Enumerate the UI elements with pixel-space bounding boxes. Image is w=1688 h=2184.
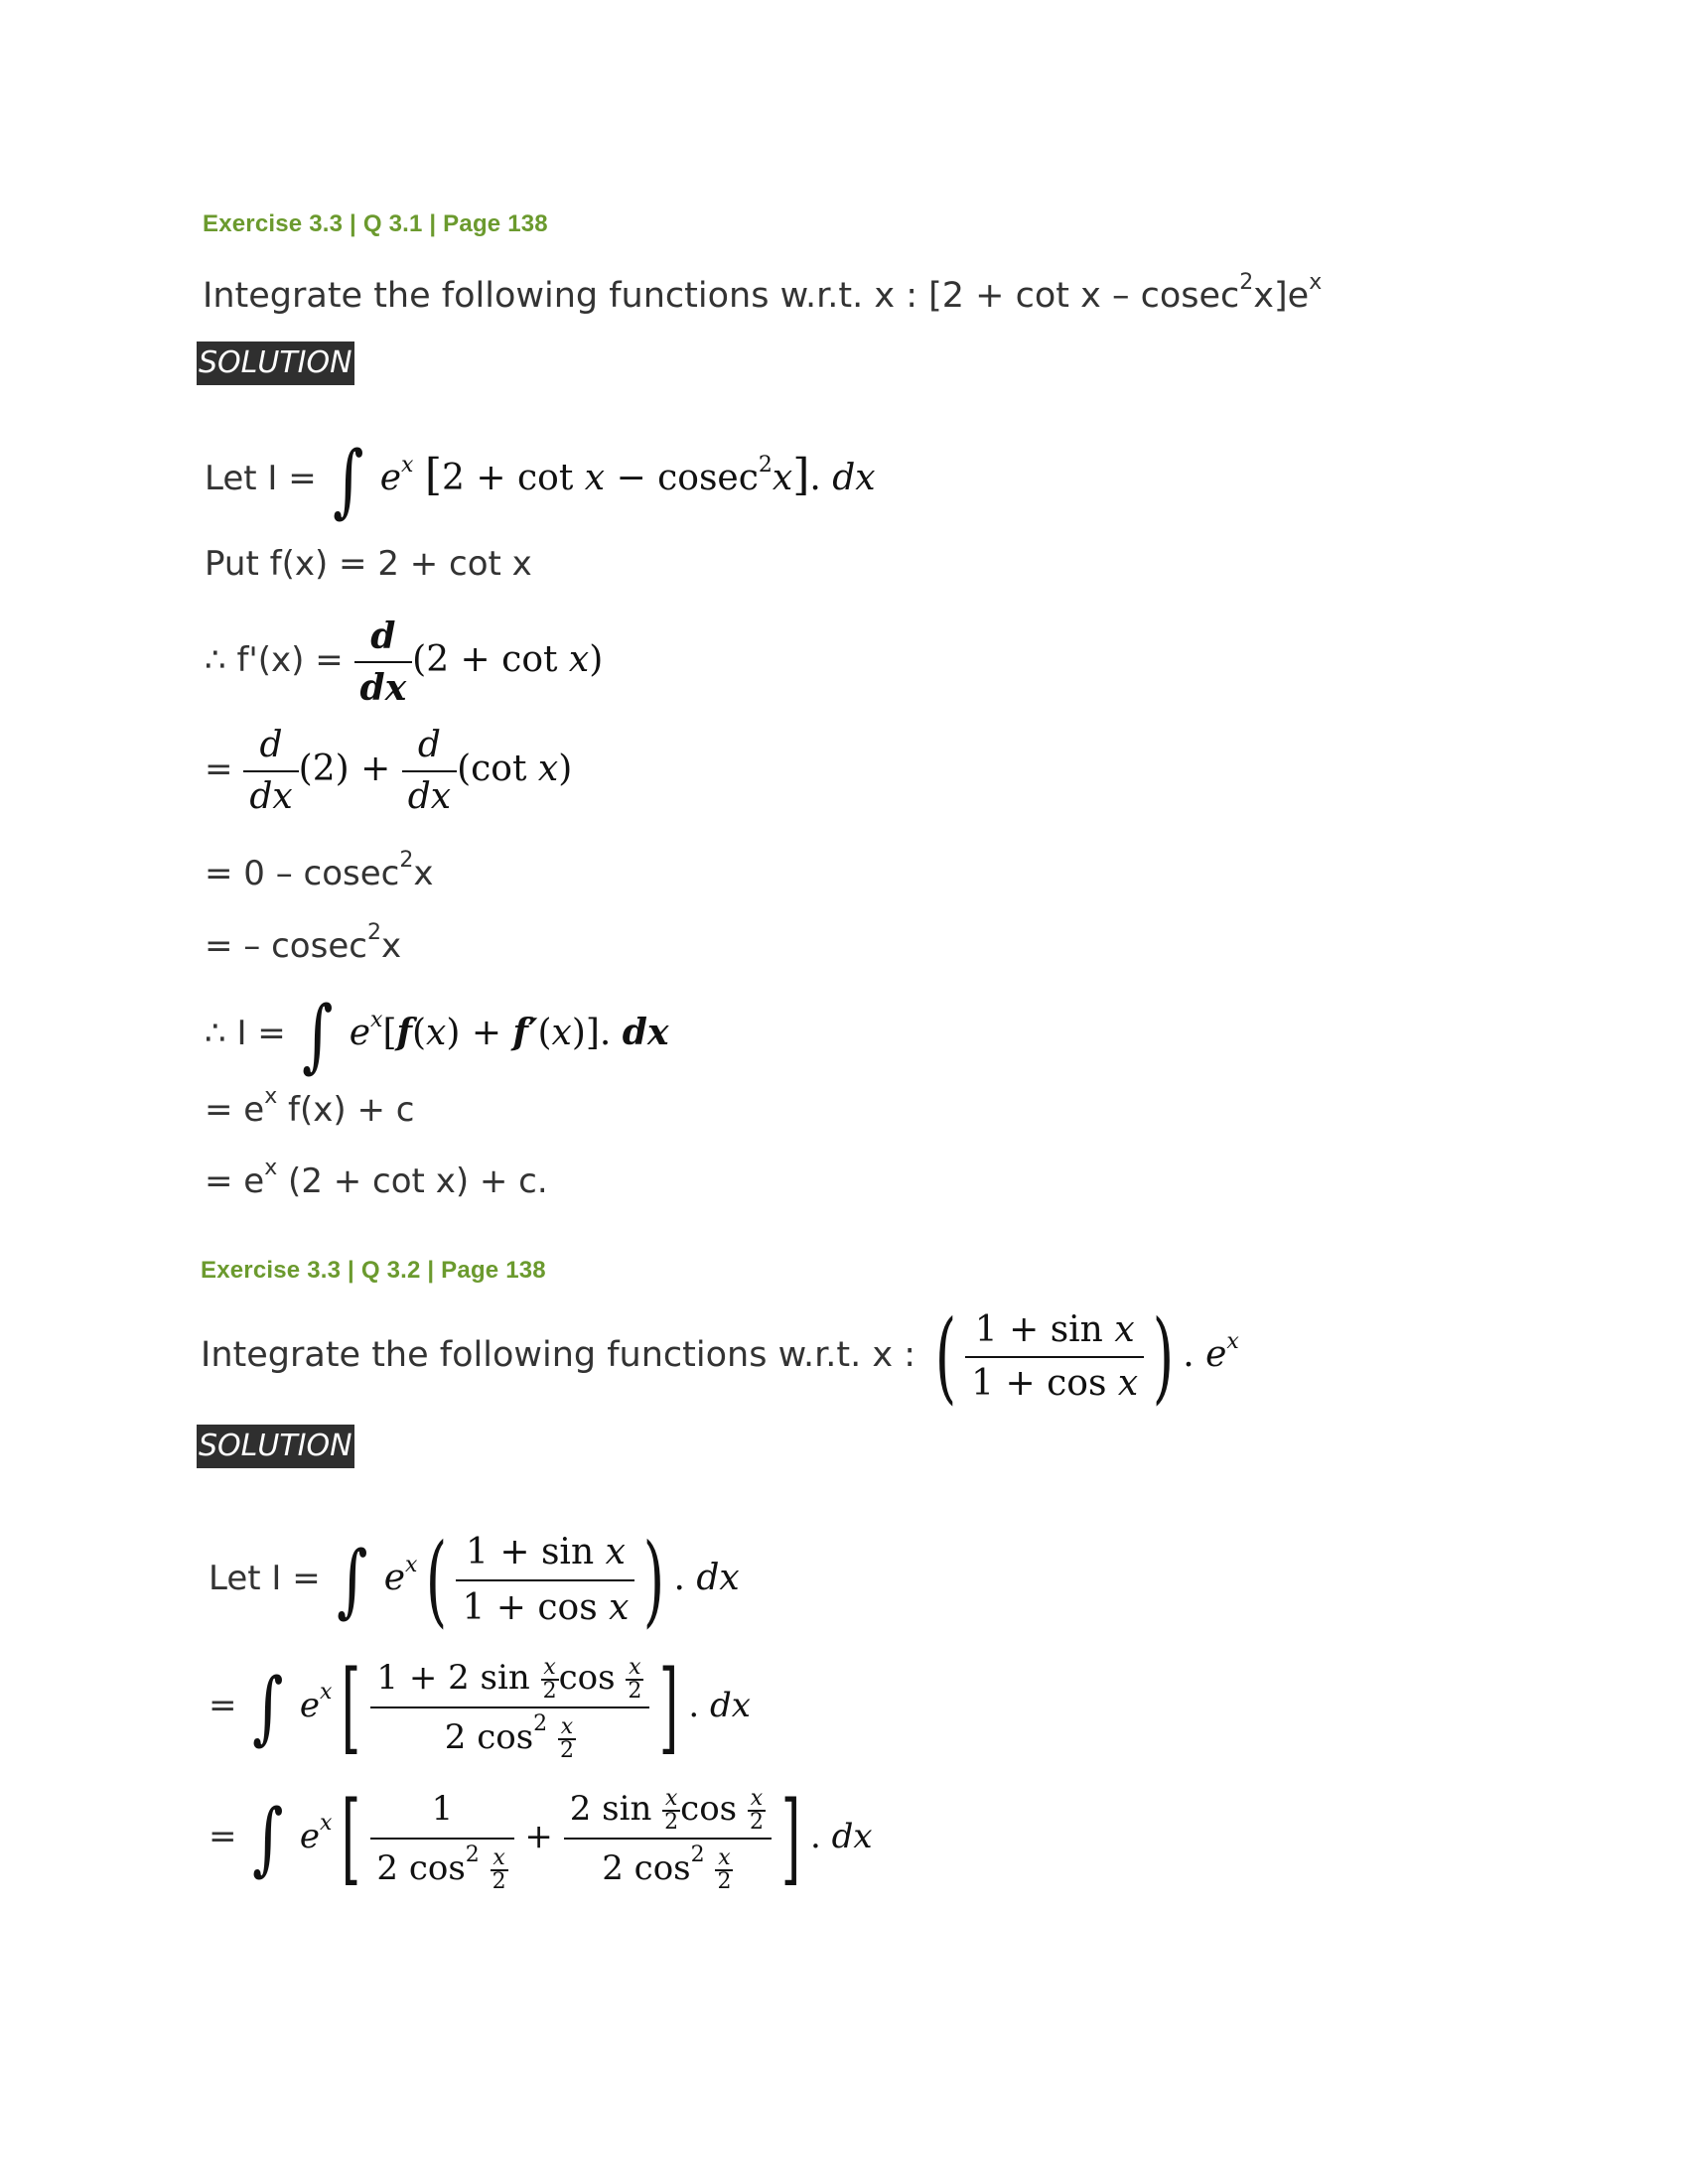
d-dx-fraction: $\frac{d}{dx}$	[354, 612, 413, 713]
let-label: Let I =	[205, 459, 317, 498]
integral-sign: ∫	[332, 434, 364, 526]
line-text: f(x) + c	[277, 1090, 415, 1130]
equation-step-2: = ∫ $e^x$[ 1 2 $\cos^2$ $\frac{x}{2}$ + 2 sin $\frac{x}{2}$ cos $\frac{x}{2}$ 2 $\cos^2$ $\frac{x}{2}$ ] . dx	[209, 1780, 873, 1896]
fraction: 1 2 $\cos^2$ $\frac{x}{2}$	[370, 1780, 513, 1897]
equation-let: Let I = ∫ $e^x$( $\frac{\text{1 + sin x}}{\text{1 + cos x}}$ ) . dx	[209, 1522, 740, 1638]
exercise-header: Exercise 3.3 | Q 3.2 | Page 138	[201, 1257, 546, 1284]
line-text: x	[380, 926, 402, 966]
question-superscript: 2	[1239, 270, 1254, 295]
therefore-integral-line: ∴ I = ∫ $e^x[f(x) + f'(x)]$. dx	[205, 989, 669, 1081]
equation-step-1: = ∫ $e^x$[ 1 + 2 sin $\frac{x}{2}$ cos $\frac{x}{2}$ 2 $\cos^2$ $\frac{x}{2}$ ] . dx	[209, 1649, 751, 1765]
result-line-1	[205, 1084, 415, 1130]
integral-sign: ∫	[252, 1661, 284, 1753]
equals-sign: =	[209, 1817, 237, 1856]
therefore-I-label: ∴ I =	[205, 1014, 286, 1053]
fraction: 1 + 2 sin $\frac{x}{2}$ cos $\frac{x}{2}$ 2 $\cos^2$ $\frac{x}{2}$	[370, 1649, 649, 1766]
line-text: = 0 – cosec	[205, 854, 400, 893]
derivative-line: ∴ f'(x) = $\frac{d}{dx}$ (2 + cot x)	[205, 611, 603, 710]
result-line-2	[205, 1156, 548, 1201]
fraction: $\frac{\text{1 + sin x}}{\text{1 + cos x}}$	[456, 1526, 634, 1635]
solution-label: SOLUTION	[197, 341, 354, 385]
put-f-line: Put f(x) = 2 + cot x	[205, 544, 532, 584]
line-text: (2 + cot x) + c.	[277, 1161, 548, 1201]
superscript: 2	[399, 848, 414, 873]
solution-label: SOLUTION	[197, 1425, 354, 1468]
therefore-fprime-label: ∴ f'(x) =	[205, 640, 344, 680]
d-dx-fraction: $\frac{d}{dx}$	[402, 721, 457, 822]
superscript: x	[264, 1156, 278, 1180]
superscript: x	[264, 1084, 278, 1109]
neg-cosec-line	[205, 920, 402, 966]
equals-sign: =	[205, 750, 233, 789]
exercise-header: Exercise 3.3 | Q 3.1 | Page 138	[203, 210, 548, 237]
question-text: Integrate the following functions w.r.t. x : ( $\frac{\text{1 + sin x}}{\text{1 + cos x}}$ ) . $e^x$	[201, 1298, 1239, 1415]
zero-minus-cosec-line	[205, 848, 434, 893]
fraction: 2 sin $\frac{x}{2}$ cos $\frac{x}{2}$ 2 $\cos^2$ $\frac{x}{2}$	[564, 1780, 772, 1897]
integral-sign: ∫	[252, 1792, 284, 1884]
line-text: = e	[205, 1090, 265, 1130]
integral-sign: ∫	[336, 1534, 368, 1626]
question-text-main: Integrate the following functions w.r.t. x : [2 + cot x – cosec	[203, 276, 1240, 316]
question-text-mid: x]e	[1253, 276, 1310, 316]
integral-expression: ∫ $e^x$ [2 + cot x − cosec$^2$x]. dx	[332, 434, 876, 526]
line-text: x	[413, 854, 434, 893]
derivative-split-line: = $\frac{d}{dx}$ (2) + $\frac{d}{dx}$ (cot x)	[205, 720, 572, 819]
line-text: = e	[205, 1161, 265, 1201]
line-text: = – cosec	[205, 926, 367, 966]
equals-sign: =	[209, 1686, 237, 1725]
question-superscript-2: x	[1309, 270, 1323, 295]
d-dx-fraction: $\frac{d}{dx}$	[243, 721, 298, 822]
let-label: Let I =	[209, 1559, 321, 1598]
superscript: 2	[366, 920, 381, 945]
equation-let	[205, 421, 876, 530]
integral-sign: ∫	[301, 989, 334, 1081]
question-text-main: Integrate the following functions w.r.t. x :	[201, 1335, 916, 1375]
fraction: $\frac{\text{1 + sin x}}{\text{1 + cos x}}$	[965, 1304, 1144, 1410]
question-text	[203, 270, 1323, 316]
